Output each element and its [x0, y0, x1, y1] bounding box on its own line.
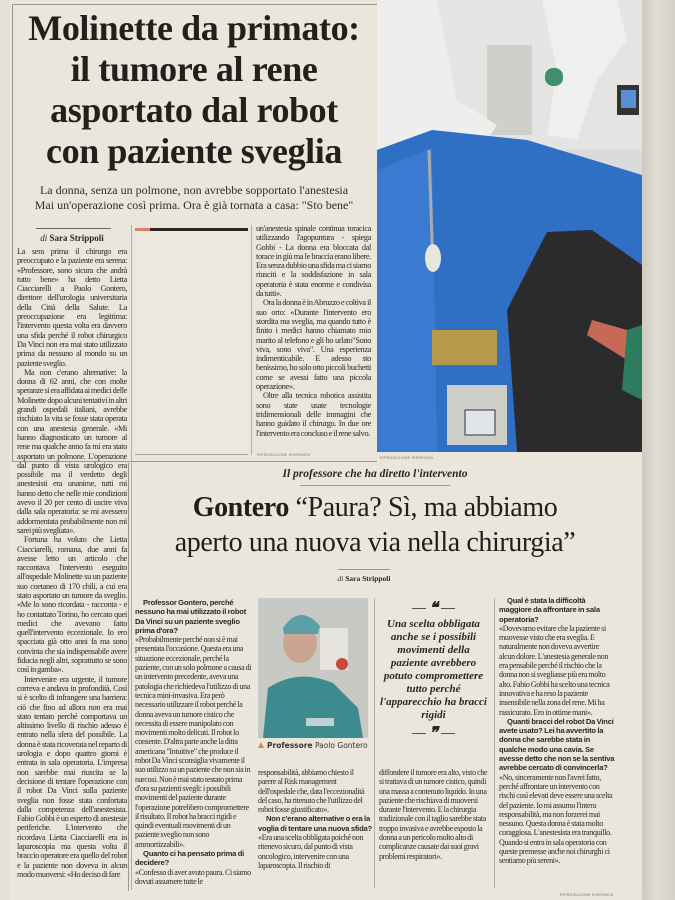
byline-rule: [36, 228, 111, 229]
paragraph: Ma non c'erano alternative: la donna di 62 anni, che con molte speranze si era affidata ai medici delle Molinette dopo alcuni tentativi in altri grandi ospedali italiani, avrebbe rischiato la vita se fosse stata operata con una anestesia generale. «Mi hanno diagnosticato un tumore al rene ma qualche anno fa mi era stato asportato un polmone. L'operazione dal punto di vista urologico era possibile ma il verdetto degli anestesisti era unanime, tutti mi hanno detto che nelle mie condizioni avevo il 20 per cento di uscire viva dalla sala operatoria: se mi avessero addormentata probabilmente non mi sarei più svegliata».: [17, 367, 127, 535]
headline-line: asportato dal robot: [50, 90, 338, 130]
title-name: Gontero: [192, 492, 289, 523]
photo-credit-note: RIPRODUZIONE RISERVATA: [380, 456, 434, 460]
interview-answer: «Probabilmente perché non si è mai presentata l'occasione. Questa era una situazione eccezionale, perché la paziente, con un solo polmone a causa di un intervento precedente, aveva una patologia che richiedeva l'utilizzo di una tecnica mini-invasiva. Era però necessario utilizzare il robot perché la donna aveva un tumore cistico che necessita di essere manipolato con movimenti molto delicati. Il robot lo consente. D'altra parte anche la ditta americana "Intuitive" che produce il robot Da Vinci sconsiglia vivamente il suo utilizzo su un paziente che non sia in narcosi. Non è mai stato testato prima d'ora su pazienti svegli: i possibili movimenti del paziente durante l'operazione potrebbero compromettere il risultato. Il robot ha bracci rigidi e quindi eventuali movimenti di un paziente sveglio non sono ammortizzabili».: [135, 635, 252, 849]
interview-title: [130, 490, 620, 560]
byline-prefix: di: [40, 233, 48, 243]
article-column-3: [256, 224, 371, 438]
copyright-note: RIPRODUZIONE RISERVATA: [257, 453, 311, 457]
interview-question: Qual è stata la difficoltà maggiore da affrontare in sala operatoria?: [499, 596, 600, 624]
article-subhead: [14, 183, 374, 213]
caption-triangle-icon: [258, 742, 264, 748]
kicker-rule: [300, 485, 450, 486]
interview-answer: responsabilità, abbiamo chiesto il parere al Risk management dell'ospedale che, data l'eccezionalità del caso, ha ritenuto che l'utilizzo del robot fosse giustificato».: [258, 768, 365, 815]
subhead-line: La donna, senza un polmone, non avrebbe sopportato l'anestesia: [39, 183, 349, 197]
caption-label: Professore: [267, 741, 313, 750]
headline-line: il tumore al rene: [70, 49, 318, 89]
interview-column-2: [258, 768, 372, 870]
interview-answer: «Dovevamo evitare che la paziente si muovesse visto che era sveglia. E naturalmente non doveva avvertire alcun dolore. L'anestesia generale non era pensabile perché il rischio che la donna non si svegliasse più era molto alto. Fabio Gobbi ha scelto una tecnica innovativa e ha reso la paziente insensibile nella zona del rene. Mi ha rassicurato. Ero in ottime mani».: [499, 623, 610, 717]
article-column-1: [17, 247, 127, 879]
paragraph: Fortuna ha voluto che Lietta Ciacciarelli, romana, due anni fa avesse letto un articolo che raccontava l'intervento eseguito all'ospedale Molinette su un paziente suo coetaneo di 170 chili, a cui era stato asportato un tumore da sveglio. «Me lo sono ricordata - racconta - e ho contattato Torino, ho cercato quei medici che avevano fatto quell'intervento eccezionale. Io ero spacciata già otto anni fa ma sono convinta che sia indispensabile avere fiducia negli altri, soprattutto se sono così in gamba».: [17, 535, 127, 675]
interview-kicker: Il professore che ha diretto l'intervento: [282, 468, 468, 480]
close-quote-icon: ❞: [377, 725, 490, 741]
headline-line: Molinette da primato:: [28, 8, 360, 48]
interview-answer: «Confesso di aver avuto paura. Ci siamo dovuti assumere tutte le: [135, 867, 251, 886]
column-divider: [374, 598, 375, 888]
interview-answer: diffondere il tumore era alto, visto che si trattava di un tumore cistico, quindi una massa a contenuto liquido. In una paziente che rischiava di muoversi durante l'intervento. E la chirurgia tradizionale con il taglio sarebbe stata troppo invasiva e avrebbe esposto la donna a un pericolo molto alto di complicanze causate dai suoi gravi problemi respiratori».: [379, 768, 488, 861]
byline: [22, 233, 122, 243]
interview-question: Non c'erano alternative o era la voglia di tentare una nuova sfida?: [258, 814, 372, 833]
paragraph: Intervenire era urgente, il tumore correva e andava in profondità. Così si è scelto di infrangere una barriera: ciò che fino ad allora non era mai stato tentato perché comportava un altissimo livello di rischio adesso è entrato nella sfera del possibile. La donna è stata ricoverata nel reparto di urologia e dopo quattro giorni è entrata in sala operatoria. L'impresa non sarebbe mai riuscita se la decisione di tentare l'operazione con il robot Da Vinci sulla paziente sveglia non fosse stata confortata dalla competenza dell'anestesista. Fabio Gobbi è un esperto di anestesie periferiche. L'intervento che ricordava Lietta Ciacciarelli era in laparoscopia ma questa volta il braccio operatore era quello del robot e la paziente non doveva in alcun modo muoversi: «Ho deciso di fare: [17, 674, 127, 879]
interview-column-1: [135, 598, 252, 886]
interview-question: Professor Gontero, perché nessuno ha mai utilizzato il robot Da Vinci su un paziente sveglio prima d'ora?: [135, 598, 247, 635]
interview-byline: [314, 574, 414, 583]
paragraph: Ora la donna è in Abruzzo e coltiva il suo orto: «Durante l'intervento ero stordita ma sveglia, ma quando tutto è finito i medici hanno chiamato mio marito al telefono e gli ho urlato"Sono viva, sono viva". Una esperienza indimenticabile. E adesso sto benissimo, ho solo otto piccoli buchetti come se avessi fatto una piccola operazione».: [256, 298, 371, 392]
copyright-note: RIPRODUZIONE RISERVATA: [560, 893, 614, 897]
paragraph: un'anestesia spinale continua toracica utilizzando l'agopuntura - spiega Gobbi - La donna era bloccata dal torace in giù ma le braccia erano libere. Era senza dubbio una sfida ma ci siamo riusciti e la soddisfazione in sala operatoria è stata enorme e condivisa da tutti».: [256, 224, 371, 299]
interview-question: Quanti bracci del robot Da Vinci avete usato? Lei ha avvertito la donna che sarebbe stata in qualche modo una cavia. Se avesse detto che non se la sentiva avrebbe cercato di convincerla?: [499, 716, 615, 773]
headline-line: con paziente sveglia: [46, 131, 342, 171]
photo-caption: [258, 741, 368, 750]
byline-rule: [338, 569, 390, 570]
byline-author: Sara Strippoli: [345, 574, 391, 583]
paragraph: La sera prima il chirurgo era preoccupato e la paziente era serena: «Professore, sono sicura che andrà tutto bene» ha detto Lietta Ciacciarelli a Paolo Gontero, direttore dell'urologia universitaria della Città della Salute. La preoccupazione era legittima: l'intervento questa volta era davvero una sfida perché il robot chirurgico Da Vinci non era mai stato utilizzato prima da nessuno al mondo su un paziente sveglio.: [17, 247, 127, 368]
interview-answer: «No, sinceramente non l'avrei fatto, perché affrontare un intervento con rischi così elevati deve essere una scelta del paziente. Io mi assumo l'intera responsabilità, ma non forzerei mai nessuno. Questa donna è stata molto coraggiosa. L'anestesista era tranquillo. Quando si entra in sala operatoria con queste premesse anche noi chirurghi ci sentiamo più sereni».: [499, 772, 613, 866]
byline-prefix: di: [337, 574, 344, 583]
paragraph: Oltre alla tecnica robotica assistita sono state usate tecnologie tridimensionali delle immagini che hanno guidato il chirurgo. In due ore l'intervento era concluso e il rene salvo.: [256, 391, 371, 438]
surgery-photo: [377, 0, 642, 452]
blank-panel: [135, 228, 248, 455]
byline-author: Sara Strippoli: [49, 233, 104, 243]
portrait-photo: [258, 598, 368, 738]
adjacent-page-edge: [642, 0, 675, 900]
caption-name: Paolo Gontero: [314, 741, 368, 750]
column-divider: [251, 225, 252, 455]
open-quote-icon: ❝: [377, 600, 490, 616]
interview-column-4: [499, 596, 616, 866]
title-line: aperto una nuova via nella chirurgia”: [174, 527, 576, 558]
column-divider: [494, 598, 495, 888]
pull-quote-text: Una scelta obbligata anche se i possibili movimenti della paziente avrebbero potuto compromettere tutto perché l'apparecchio ha bracci rigidi: [380, 618, 487, 721]
interview-column-3: [379, 768, 491, 861]
pull-quote: [377, 600, 490, 741]
interview-answer: «Era una scelta obbligata poiché non ritenevo sicuro, dal punto di vista oncologico, intervenire con una laparoscopia. Il rischio di: [258, 833, 364, 870]
interview-question: Quanto ci ha pensato prima di decidere?: [135, 849, 245, 868]
subhead-line: Mai un'operazione così prima. Ora è già tornata a casa: "Sto bene": [34, 198, 354, 212]
title-line: “Paura? Sì, ma abbiamo: [295, 492, 558, 523]
article-headline: [14, 8, 374, 172]
